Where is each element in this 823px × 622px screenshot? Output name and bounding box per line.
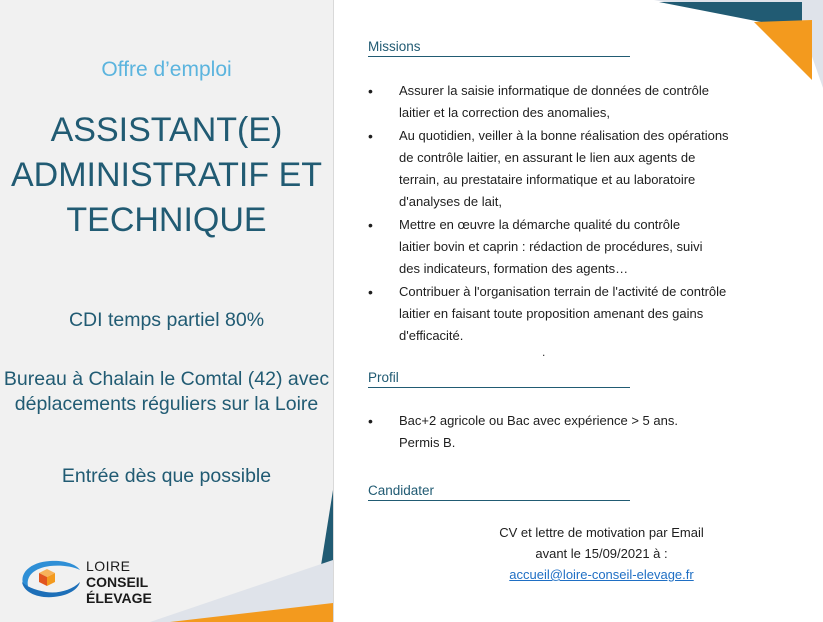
missions-list: [368, 80, 768, 348]
list-item-line: • Au quotidien, veiller à la bonne réalisation des opérations: [399, 128, 729, 143]
list-item-line: terrain, au prestataire informatique et au laboratoire: [399, 172, 696, 187]
list-item-line: • Contribuer à l'organisation terrain de l'activité de contrôle: [399, 284, 727, 299]
profil-list: [368, 410, 768, 454]
list-item-line: d'efficacité.: [399, 328, 464, 343]
right-panel: [334, 0, 823, 622]
list-item: [368, 125, 768, 213]
list-item: [368, 214, 768, 280]
job-title-line: ASSISTANT(E): [50, 111, 283, 149]
application-line: CV et lettre de motivation par Email: [499, 525, 704, 540]
job-location: [0, 367, 333, 417]
location-line: déplacements réguliers sur la Loire: [14, 393, 319, 415]
email-link[interactable]: accueil@loire-conseil-elevage.fr: [509, 567, 694, 582]
list-item-line: d'analyses de lait,: [399, 194, 502, 209]
list-item-line: laitier en faisant toute proposition amenant des gains: [399, 306, 704, 321]
list-item-line: • Bac+2 agricole ou Bac avec expérience > 5 ans.: [399, 413, 678, 428]
list-item-line: Permis B.: [399, 435, 456, 450]
list-item-line: • Mettre en œuvre la démarche qualité du contrôle: [399, 217, 681, 232]
logo-text: [86, 558, 206, 606]
job-title-line: ADMINISTRATIF ET: [10, 156, 323, 194]
contract-type: CDI temps partiel 80%: [68, 309, 265, 331]
list-item-line: de contrôle laitier, en assurant le lien aux agents de: [399, 150, 696, 165]
job-title-line: TECHNIQUE: [66, 201, 267, 239]
list-item-line: laitier bovin et caprin : rédaction de procédures, suivi: [399, 239, 703, 254]
job-title: [10, 108, 323, 243]
list-item: [368, 281, 768, 347]
location-line: Bureau à Chalain le Comtal (42) avec: [3, 368, 330, 390]
company-logo: [16, 556, 206, 606]
application-deadline: avant le 15/09/2021 à :: [535, 546, 668, 561]
list-item: [368, 410, 768, 454]
loire-conseil-elevage-logo-icon: [16, 556, 82, 600]
left-panel: [0, 0, 334, 622]
profil-title: Profil: [368, 370, 630, 388]
candidater-title: Candidater: [368, 483, 630, 501]
separator-dot: .: [542, 345, 546, 359]
list-item-line: • Assurer la saisie informatique de données de contrôle: [399, 83, 710, 98]
application-info: [414, 522, 789, 585]
missions-title: Missions: [368, 39, 630, 57]
list-item-line: laitier et la correction des anomalies,: [399, 105, 610, 120]
list-item-line: des indicateurs, formation des agents…: [399, 261, 629, 276]
logo-line1: LOIRE: [86, 558, 131, 574]
logo-line2: CONSEIL ÉLEVAGE: [86, 574, 152, 606]
list-item: [368, 80, 768, 124]
offer-label: Offre d’emploi: [101, 58, 232, 81]
start-date: Entrée dès que possible: [61, 465, 272, 487]
